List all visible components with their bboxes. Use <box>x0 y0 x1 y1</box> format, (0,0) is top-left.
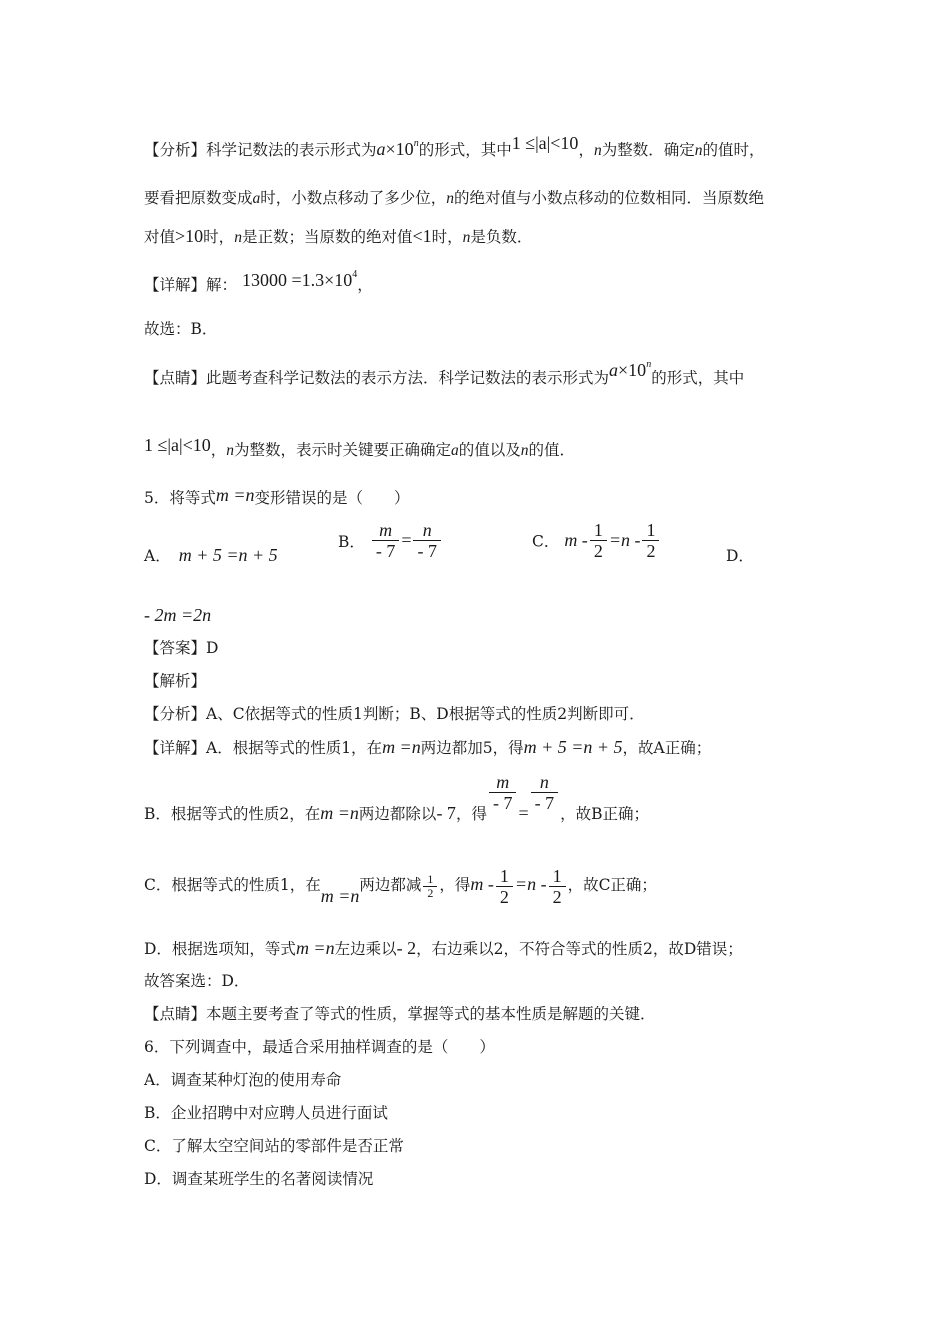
analysis-line-3: 对值>10时，n是正数；当原数的绝对值<1时，n是负数． <box>144 226 533 246</box>
q5-option-a: A． m + 5 =n + 5 <box>144 545 278 565</box>
note-line-1: 【点睛】此题考查科学记数法的表示方法．科学记数法的表示形式为$a\times 10^n$的形式，其中 <box>144 359 745 387</box>
q5-choose: 故答案选：D． <box>144 972 250 990</box>
note-line-2: 1 ≤|a|<10，n为整数，表示时关键要正确确定a的值以及n的值． <box>144 435 576 459</box>
detail-math: $13000 =1.3\times 10^4$ <box>241 269 358 290</box>
q6-option-a: A．调查某种灯泡的使用寿命 <box>144 1071 342 1089</box>
q5-answer: 【答案】D <box>144 639 219 657</box>
q5-detail-d: D．根据选项知，等式m =n左边乘以- 2，右边乘以2，不符合等式的性质2，故D错误； <box>144 938 743 958</box>
q5-title: 5．将等式m =n变形错误的是（ ） <box>144 485 410 507</box>
analysis-line-2: 要看把原数变成a时，小数点移动了多少位，n的绝对值与小数点移动的位数相同．当原数绝 <box>144 189 765 207</box>
q5-detail-c: C．根据等式的性质1，在m =n两边都减 $\frac{1}{2}$ ，得m - $\frac{1}{2}$ =n - $\frac{1}{2}$ ，故C正确； <box>144 865 657 907</box>
detail-line: 【详解】解： $13000 =1.3\times 10^4$， <box>144 269 373 294</box>
q6-title: 6．下列调查中，最适合采用抽样调查的是（ ） <box>144 1038 495 1056</box>
q5-option-d-math: - 2m =2n <box>144 605 212 625</box>
analysis-tag: 【分析】 <box>144 141 207 159</box>
choose-line: 故选：B． <box>144 320 218 338</box>
q6-option-b: B．企业招聘中对应聘人员进行面试 <box>144 1104 388 1122</box>
q5-fx: 【分析】A、C依据等式的性质1判断；B、D根据等式的性质2判断即可． <box>144 705 645 723</box>
q6-option-d: D．调查某班学生的名著阅读情况 <box>144 1170 374 1188</box>
q6-option-c: C．了解太空空间站的零部件是否正常 <box>144 1137 404 1155</box>
q5-analysis: 【解析】 <box>144 672 207 690</box>
q5-note: 【点睛】本题主要考查了等式的性质，掌握等式的基本性质是解题的关键． <box>144 1005 656 1023</box>
q5-option-b: B． $\frac{m}{- 7}$ = $\frac{n}{- 7}$ <box>338 520 443 561</box>
q5-option-c: C． m - $\frac{1}{2}$ =n - $\frac{1}{2}$ <box>532 520 661 561</box>
range-expression: 1 ≤|a|<10 <box>511 133 579 153</box>
q5-detail-a: 【详解】A．根据等式的性质1，在m =n两边都加5，得m + 5 =n + 5，故A正确； <box>144 737 712 757</box>
q5-detail-b: B．根据等式的性质2，在m =n两边都除以- 7，得 $\frac{m}{- 7}$ = $\frac{n}{- 7}$ ，故B正确； <box>144 772 650 823</box>
analysis-line-1: 【分析】科学记数法的表示形式为$a\times 10^n$的形式，其中1 ≤|a|<10，n为整数．确定n的值时， <box>144 133 765 159</box>
q5-option-d-label: D． <box>726 547 754 565</box>
